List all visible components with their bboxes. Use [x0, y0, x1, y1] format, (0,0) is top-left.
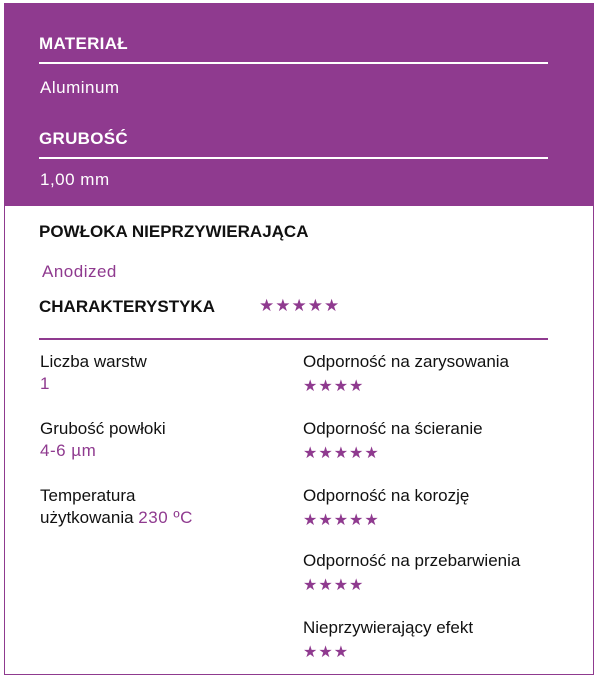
material-divider	[39, 62, 548, 64]
layers-value: 1	[40, 374, 50, 393]
layers-label: Liczba warstw	[40, 352, 147, 371]
scratch-resistance-label: Odporność na zarysowania	[303, 352, 510, 371]
scratch-resistance-stars: ★★★★	[303, 378, 365, 395]
abrasion-resistance-stars: ★★★★★	[303, 445, 380, 462]
header-panel	[5, 4, 593, 206]
coating-title: POWŁOKA NIEPRZYWIERAJĄCA	[39, 222, 309, 241]
temperature-label-line2: użytkowania	[40, 508, 134, 527]
discoloration-resistance-stars: ★★★★	[303, 577, 365, 594]
material-title: MATERIAŁ	[39, 34, 128, 53]
coating-thickness-value: 4-6 µm	[40, 441, 97, 460]
nonstick-effect-stars: ★★★	[303, 644, 350, 661]
material-value: Aluminum	[40, 78, 120, 97]
characteristics-divider	[39, 338, 548, 340]
discoloration-resistance-label: Odporność na przebarwienia	[303, 551, 521, 570]
nonstick-effect-label: Nieprzywierający efekt	[303, 618, 474, 637]
temperature-value: 230 ºC	[138, 508, 193, 527]
corrosion-resistance-label: Odporność na korozję	[303, 486, 470, 505]
product-spec-card	[4, 3, 594, 675]
characteristics-rating-stars: ★★★★★	[259, 296, 341, 315]
coating-value: Anodized	[42, 262, 117, 281]
temperature-row	[40, 508, 193, 528]
coating-thickness-label: Grubość powłoki	[40, 419, 166, 438]
temperature-label-line1: Temperatura	[40, 486, 136, 505]
characteristics-title: CHARAKTERYSTYKA	[39, 297, 215, 316]
thickness-value: 1,00 mm	[40, 170, 110, 189]
abrasion-resistance-label: Odporność na ścieranie	[303, 419, 483, 438]
thickness-divider	[39, 157, 548, 159]
corrosion-resistance-stars: ★★★★★	[303, 512, 380, 529]
thickness-title: GRUBOŚĆ	[39, 129, 128, 148]
